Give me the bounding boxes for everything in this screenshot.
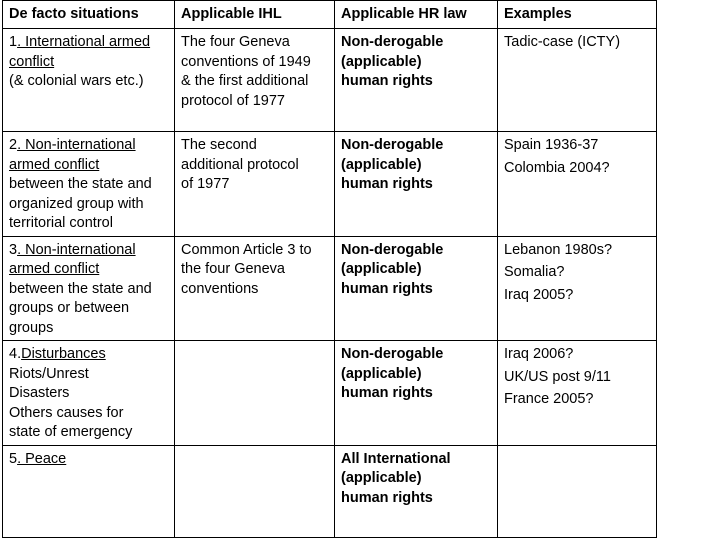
examples-cell: [498, 132, 657, 237]
table-row: [3, 341, 657, 446]
situation-line: armed conflict: [9, 261, 100, 277]
examples-cell: [498, 29, 657, 132]
situation-line: between the state and: [9, 176, 152, 192]
example-line: UK/US post 9/11: [504, 368, 611, 385]
ihl-line: The four Geneva: [181, 34, 290, 50]
situation-line: 2. Non-international: [9, 137, 136, 153]
hr-cell: [335, 445, 498, 537]
ihl-cell: [175, 29, 335, 132]
hr-line: (applicable): [341, 156, 422, 173]
situation-line: groups or between: [9, 300, 130, 316]
ihl-cell: [175, 132, 335, 237]
header-row: [3, 1, 657, 29]
situation-cell: [3, 132, 175, 237]
hr-line: (applicable): [341, 470, 422, 486]
example-line: Iraq 2006?: [504, 346, 574, 362]
situation-line: state of emergency: [9, 424, 133, 440]
hr-line: Non-derogable: [341, 241, 444, 258]
hr-line: (applicable): [341, 261, 422, 277]
example-line: Tadic-case (ICTY): [504, 34, 621, 50]
example-line: Lebanon 1980s?: [504, 241, 613, 258]
situation-underlined-text: . Non-international: [17, 241, 136, 258]
ihl-line: additional protocol: [181, 156, 299, 173]
situation-line: conflict: [9, 53, 55, 70]
situation-cell: [3, 341, 175, 446]
hr-line: human rights: [341, 176, 433, 192]
ihl-line: of 1977: [181, 176, 230, 192]
header-situations: De facto situations: [3, 1, 175, 29]
hr-line: human rights: [341, 280, 433, 297]
situation-line: armed conflict: [9, 156, 100, 173]
situation-line: Others causes for: [9, 404, 124, 421]
situation-underlined-text: . Peace: [17, 450, 67, 467]
example-line: France 2005?: [504, 391, 594, 407]
table-row: [3, 236, 657, 341]
hr-line: Non-derogable: [341, 346, 444, 362]
ihl-line: conventions: [181, 280, 259, 297]
examples-cell: [498, 445, 657, 537]
table-row: [3, 132, 657, 237]
ihl-line: conventions of 1949: [181, 53, 311, 70]
header-ihl: Applicable IHL: [175, 1, 335, 29]
table-row: [3, 445, 657, 537]
hr-cell: [335, 236, 498, 341]
header-examples: Examples: [498, 1, 657, 29]
ihl-cell: [175, 445, 335, 537]
situation-line: territorial control: [9, 215, 113, 231]
ihl-line: the four Geneva: [181, 261, 285, 277]
example-line: Spain 1936-37: [504, 137, 599, 153]
situation-cell: [3, 29, 175, 132]
hr-line: human rights: [341, 489, 433, 506]
hr-cell: [335, 132, 498, 237]
hr-line: (applicable): [341, 365, 422, 382]
hr-line: human rights: [341, 385, 433, 401]
situation-line: between the state and: [9, 280, 152, 297]
situation-cell: [3, 445, 175, 537]
situation-line: (& colonial wars etc.): [9, 73, 144, 89]
hr-line: Non-derogable: [341, 137, 444, 153]
examples-cell: [498, 341, 657, 446]
situation-line: 4.Disturbances: [9, 346, 106, 362]
situation-underlined-text: Disturbances: [21, 346, 106, 362]
situations-table: [2, 0, 657, 538]
situation-line: 5. Peace: [9, 450, 67, 467]
situation-underlined-text: . Non-international: [17, 137, 136, 153]
ihl-cell: [175, 236, 335, 341]
example-line: Iraq 2005?: [504, 286, 574, 303]
header-hr-law: Applicable HR law: [335, 1, 498, 29]
hr-line: All International: [341, 450, 451, 467]
situation-line: 3. Non-international: [9, 241, 136, 258]
situation-line: Disasters: [9, 385, 70, 401]
hr-line: human rights: [341, 73, 433, 89]
ihl-line: Common Article 3 to: [181, 241, 312, 258]
hr-cell: [335, 341, 498, 446]
hr-line: Non-derogable: [341, 34, 444, 50]
ihl-line: The second: [181, 137, 257, 153]
situation-line: Riots/Unrest: [9, 365, 89, 382]
examples-cell: [498, 236, 657, 341]
hr-line: (applicable): [341, 53, 422, 70]
table-row: [3, 29, 657, 132]
situation-line: organized group with: [9, 195, 144, 212]
ihl-line: & the first additional: [181, 73, 309, 89]
situation-cell: [3, 236, 175, 341]
hr-cell: [335, 29, 498, 132]
situation-line: 1. International armed: [9, 34, 151, 50]
situation-line: groups: [9, 319, 54, 336]
situation-underlined-text: . International armed: [17, 34, 151, 50]
ihl-line: protocol of 1977: [181, 92, 285, 109]
example-line: Somalia?: [504, 264, 565, 280]
example-line: Colombia 2004?: [504, 159, 610, 176]
ihl-cell: [175, 341, 335, 446]
